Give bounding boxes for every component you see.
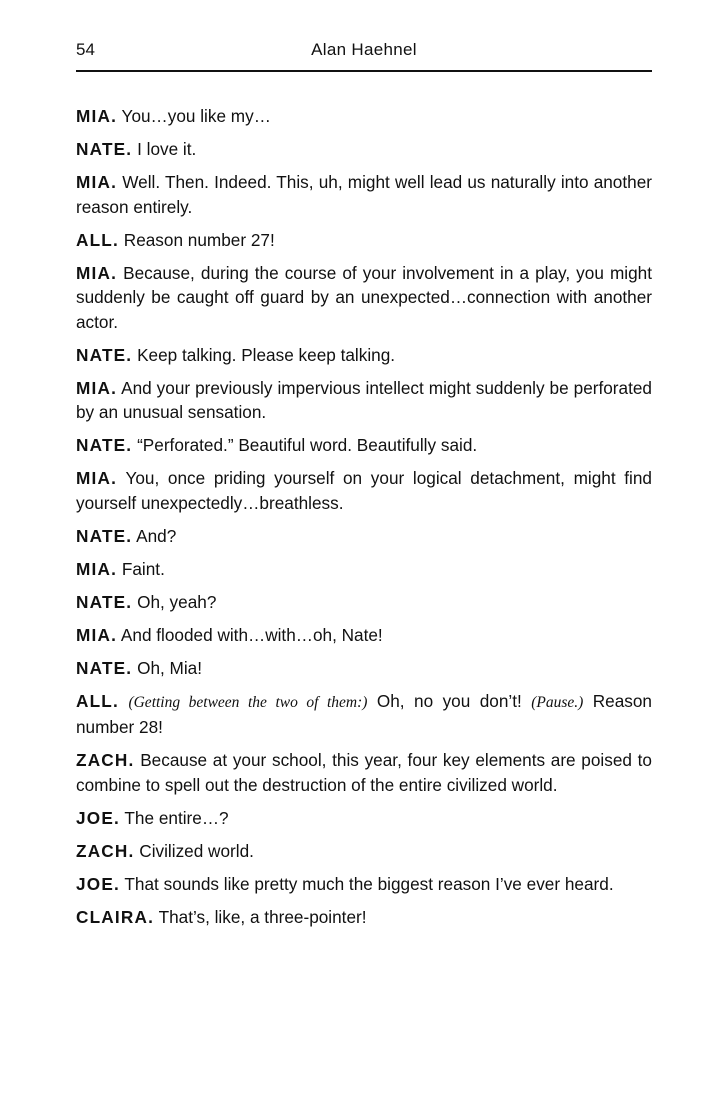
dialogue-text: “Perforated.” Beautiful word. Beautifully said. (132, 435, 478, 455)
dialogue-line (76, 261, 652, 335)
speaker-name: NATE. (76, 139, 133, 159)
speaker-name: JOE. (76, 873, 120, 894)
dialogue-line (76, 524, 652, 549)
dialogue-line (76, 557, 652, 582)
dialogue-line (76, 433, 652, 458)
dialogue-text: And? (132, 525, 177, 546)
speaker-name: MIA. (76, 624, 118, 645)
dialogue-line (76, 839, 652, 864)
dialogue-line (76, 376, 652, 425)
dialogue-line (76, 905, 652, 930)
dialogue-line (76, 806, 652, 831)
dialogue-line (76, 590, 652, 615)
dialogue-text: And flooded with…with…oh, Nate! (117, 624, 383, 645)
dialogue-text: That’s, like, a three-pointer! (154, 906, 367, 927)
speaker-name: MIA. (76, 558, 118, 579)
dialogue-text: You…you like my… (117, 106, 271, 126)
speaker-name: NATE. (76, 525, 133, 546)
speaker-name: MIA. (76, 172, 118, 192)
speaker-name: MIA. (76, 262, 118, 283)
dialogue-text: Well. Then. Indeed. This, uh, might well lead us naturally into another reason entirely. (76, 172, 652, 217)
dialogue-text: Oh, no you don’t! (367, 690, 532, 711)
dialogue-line (76, 104, 652, 129)
dialogue-line-with-direction (76, 689, 652, 740)
stage-direction: (Pause.) (531, 693, 584, 711)
speaker-name: MIA. (76, 468, 118, 488)
dialogue-line (76, 656, 652, 681)
speaker-name: NATE. (76, 591, 133, 612)
dialogue-line (76, 228, 652, 253)
speaker-name: ZACH. (76, 750, 135, 770)
dialogue-line (76, 137, 652, 162)
speaker-name: ALL. (76, 229, 119, 250)
dialogue-line (76, 623, 652, 648)
dialogue-text: Reason number 28! (76, 690, 652, 737)
dialogue-line (76, 343, 652, 368)
dialogue-body (76, 104, 652, 938)
dialogue-text: Reason number 27! (119, 229, 275, 250)
dialogue-text: The entire…? (119, 807, 229, 828)
dialogue-text: Oh, yeah? (132, 591, 217, 612)
speaker-name: ZACH. (76, 840, 135, 861)
dialogue-text: Keep talking. Please keep talking. (132, 344, 396, 365)
speaker-name: NATE. (76, 657, 133, 678)
page-number: 54 (76, 40, 95, 59)
dialogue-text: Because, during the course of your involvement in a play, you might suddenly be caught off guard by an unexpected…connection with another actor. (76, 262, 652, 332)
speaker-name: CLAIRA. (76, 906, 155, 927)
speaker-name: JOE. (76, 807, 120, 828)
speaker-name: MIA. (76, 377, 118, 398)
speaker-name: MIA. (76, 106, 118, 126)
dialogue-text: I love it. (132, 139, 197, 159)
dialogue-text: Faint. (117, 558, 165, 579)
speaker-name: NATE. (76, 344, 133, 365)
speaker-name: ALL. (76, 690, 119, 711)
speaker-name: NATE. (76, 435, 133, 455)
page-header (76, 38, 652, 72)
dialogue-line (76, 466, 652, 515)
dialogue-text: Oh, Mia! (132, 657, 203, 678)
stage-direction: (Getting between the two of them:) (128, 693, 368, 711)
dialogue-text: Because at your school, this year, four key elements are poised to combine to spell out the destruction of the entire civilized world. (76, 750, 652, 795)
dialogue-line (76, 748, 652, 797)
dialogue-text: And your previously impervious intellect might suddenly be perforated by an unusual sensation. (76, 377, 652, 422)
dialogue-text: That sounds like pretty much the biggest reason I’ve ever heard. (119, 873, 614, 894)
running-title: Alan Haehnel (311, 40, 417, 59)
dialogue-text: You, once priding yourself on your logical detachment, might find yourself unexpectedly…breathless. (76, 468, 652, 513)
dialogue-text: Civilized world. (134, 840, 254, 861)
dialogue-line (76, 170, 652, 219)
dialogue-line (76, 872, 652, 897)
